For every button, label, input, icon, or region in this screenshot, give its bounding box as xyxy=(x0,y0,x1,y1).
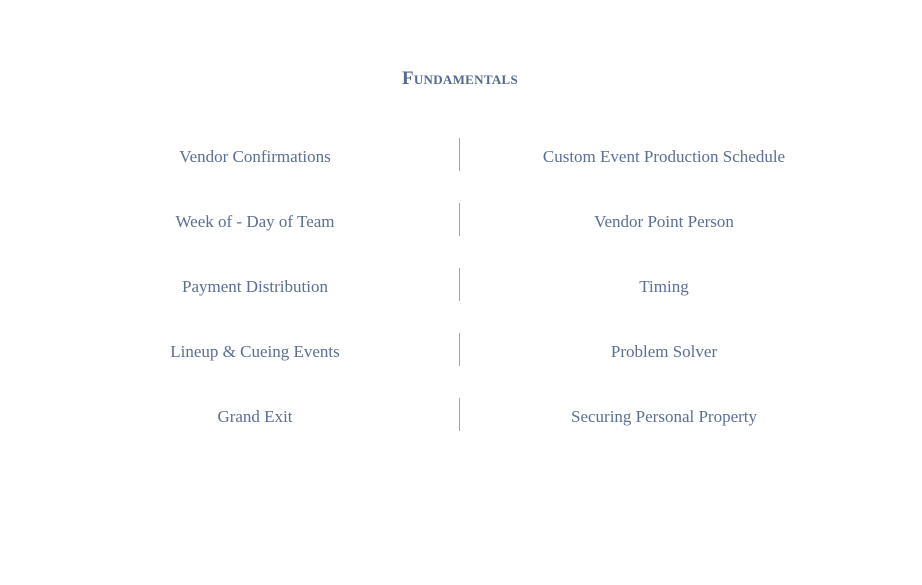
right-item: Custom Event Production Schedule xyxy=(542,147,786,166)
column-divider xyxy=(459,138,460,171)
right-item: Vendor Point Person xyxy=(594,212,734,231)
left-item: Grand Exit xyxy=(217,407,293,426)
right-item: Problem Solver xyxy=(610,342,718,361)
table-row xyxy=(0,138,922,171)
left-item: Lineup & Cueing Events xyxy=(170,342,340,361)
right-item: Securing Personal Property xyxy=(570,407,758,426)
table-row xyxy=(0,268,922,301)
fundamentals-table xyxy=(0,138,922,463)
column-divider xyxy=(459,268,460,301)
left-item: Payment Distribution xyxy=(182,277,328,296)
column-divider xyxy=(459,398,460,431)
table-row xyxy=(0,203,922,236)
table-row xyxy=(0,333,922,366)
table-row xyxy=(0,398,922,431)
left-item: Vendor Confirmations xyxy=(179,147,331,166)
right-item: Timing xyxy=(639,277,689,296)
slide-title: Fundamentals xyxy=(401,68,519,89)
column-divider xyxy=(459,333,460,366)
left-item: Week of - Day of Team xyxy=(175,212,335,231)
column-divider xyxy=(459,203,460,236)
